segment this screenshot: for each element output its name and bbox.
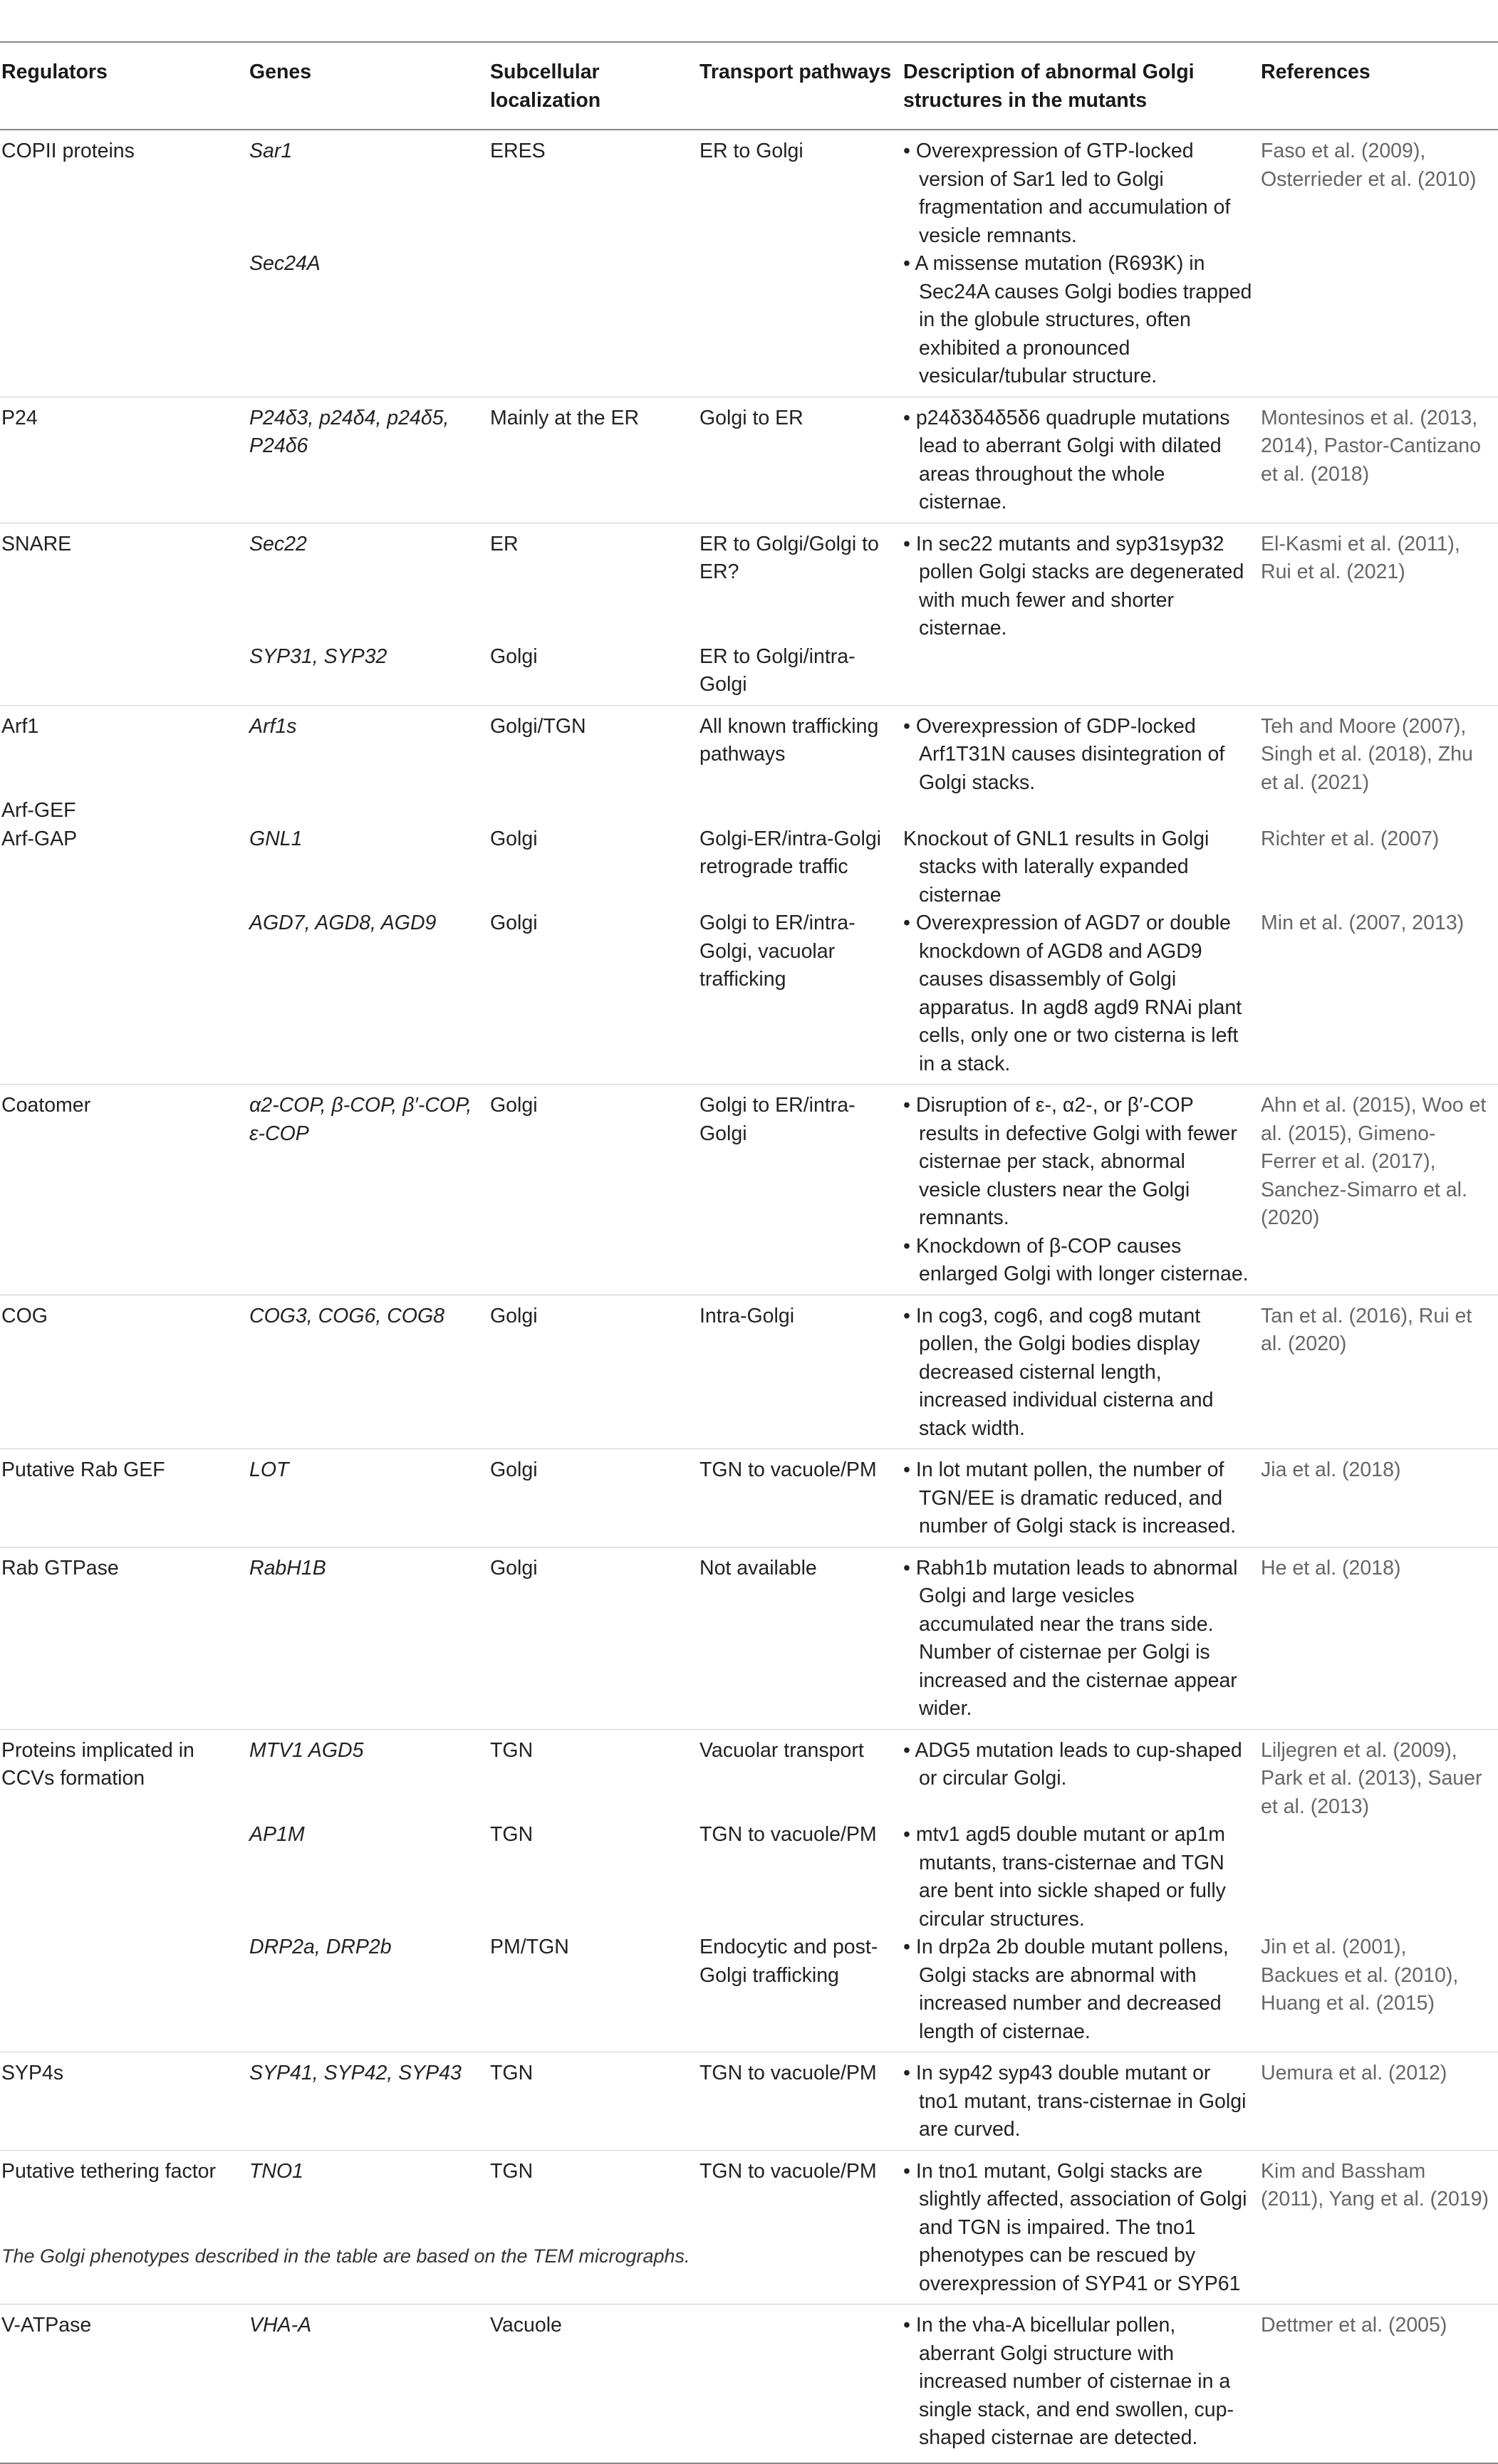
references-cell: Liljegren et al. (2009), Park et al. (2013), Sauer et al. (2013) [1261,1729,1498,1821]
localization-cell: ER [490,523,699,643]
description-cell [903,250,1261,397]
regulator-cell: V-ATPase [0,2304,249,2463]
localization-cell: Golgi [490,827,538,850]
table-row [0,2150,1498,2304]
description-text: • In sec22 mutants and syp31syp32 pollen Golgi stacks are degenerated with much fewer and shorter cisternae. [903,532,1244,640]
regulator-cell: SYP4s [0,2052,249,2151]
header-regulators: Regulators [0,42,249,130]
description-cell [903,1085,1261,1233]
description-cell [903,1933,1261,2052]
pathway-cell: TGN to vacuole/PM [699,2150,903,2304]
pathway-cell: ER to Golgi/Golgi to ER? [699,523,903,643]
references-cell: Montesinos et al. (2013, 2014), Pastor-Cantizano et al. (2018) [1261,397,1498,523]
description-cell [903,130,1261,250]
regulator-cell: COPII proteins [1,140,135,162]
pathway-cell: TGN to vacuole/PM [699,2052,903,2151]
description-text: • In tno1 mutant, Golgi stacks are slightly affected, association of Golgi and TGN is impaired. The tno1 phenotypes can be rescued by overexpression of SYP41 or SYP61 [903,2159,1247,2295]
table-row [0,130,1498,250]
header-genes: Genes [249,42,490,130]
localization-cell: TGN [490,1729,699,1821]
localization-cell: Golgi [490,1085,699,1233]
description-text: • In the vha-A bicellular pollen, aberrant Golgi structure with increased number of cisternae in a single stack, and end swollen, cup-shaped cisternae are detected. [903,2314,1234,2449]
genes-cell: AGD7, AGD8, AGD9 [249,912,437,934]
genes-cell: DRP2a, DRP2b [249,1936,392,1958]
localization-cell: Mainly at the ER [490,397,699,523]
description-cell [903,1729,1261,1821]
pathway-cell: ER to Golgi [699,140,803,162]
pathway-cell: Golgi-ER/intra-Golgi retrograde traffic [699,827,881,878]
localization-cell: Golgi/TGN [490,705,699,797]
table-row [0,1821,1498,1933]
regulator-cell: COG [0,1295,249,1449]
description-cell [903,397,1261,523]
references-cell: El-Kasmi et al. (2011), Rui et al. (2021) [1261,523,1498,643]
genes-cell: Sar1 [249,140,293,162]
pathway-cell [699,250,903,397]
localization-cell: Golgi [490,1449,699,1547]
genes-cell: MTV1 AGD5 [249,1729,490,1821]
regulator-cell: Arf-GEF [1,799,76,822]
table-row [0,1233,1498,1295]
references-cell: Dettmer et al. (2005) [1261,2304,1498,2463]
genes-cell: GNL1 [249,827,303,850]
description-cell [903,797,1261,825]
localization-cell [490,1233,699,1295]
description-cell [903,825,1261,910]
genes-cell: COG3, COG6, COG8 [249,1295,490,1449]
regulator-cell: SNARE [0,523,249,643]
description-text: • p24δ3δ4δ5δ6 quadruple mutations lead to aberrant Golgi with dilated areas throughout the whole cisternae. [903,406,1230,513]
regulator-cell [0,1821,249,1933]
pathway-cell: Intra-Golgi [699,1295,903,1449]
pathway-cell: Not available [699,1547,903,1729]
description-cell [903,2150,1261,2304]
references-cell [1261,1821,1498,1933]
genes-cell: Sec24A [249,252,321,275]
genes-cell: α2-COP, β-COP, β′-COP, ε-COP [249,1085,490,1233]
pathway-cell: TGN to vacuole/PM [699,1823,877,1846]
header-localization: Subcellular localization [490,42,699,130]
table-row [0,825,1498,910]
description-text: Knockout of GNL1 results in Golgi stacks with laterally expanded cisternae [903,827,1210,907]
table-header-row [0,42,1498,130]
regulator-cell: Proteins implicated in CCVs formation [0,1729,249,1821]
description-cell [903,643,1261,706]
regulator-cell: Coatomer [0,1085,249,1233]
genes-cell: P24δ3, p24δ4, p24δ5, P24δ6 [249,397,490,523]
pathway-cell [699,2304,903,2463]
genes-cell: RabH1B [249,1547,490,1729]
description-cell [903,2304,1261,2463]
description-text: • A missense mutation (R693K) in Sec24A causes Golgi bodies trapped in the globule structures, often exhibited a pronounced vesicular/tubular structure. [903,252,1252,387]
localization-cell: Golgi [490,912,538,934]
references-cell: Tan et al. (2016), Rui et al. (2020) [1261,1295,1498,1449]
table-row [0,1547,1498,1729]
references-cell: Kim and Bassham (2011), Yang et al. (2019) [1261,2150,1498,2304]
table-row [0,705,1498,797]
pathway-cell: Golgi to ER/intra-Golgi, vacuolar trafficking [699,912,855,991]
pathway-cell: Golgi to ER/intra-Golgi [699,1085,903,1233]
localization-cell: Golgi [490,1295,699,1449]
description-cell [903,1233,1261,1295]
description-text: • Overexpression of GDP-locked Arf1T31N causes disintegration of Golgi stacks. [903,714,1225,794]
regulator-cell [0,250,249,397]
description-cell [903,1449,1261,1547]
table-row [0,2052,1498,2151]
table-row [0,397,1498,523]
pathway-cell [699,1233,903,1295]
table-row [0,1295,1498,1449]
regulator-cell: Rab GTPase [0,1547,249,1729]
description-text: • Overexpression of AGD7 or double knockdown of AGD8 and AGD9 causes disassembly of Golgi apparatus. In agd8 agd9 RNAi plant cells, only one or two cisterna is left in a stack. [903,912,1242,1075]
genes-cell [249,1233,490,1295]
references-cell: Min et al. (2007, 2013) [1261,912,1465,934]
localization-cell [490,797,699,825]
pathway-cell: ER to Golgi/intra-Golgi [699,644,855,696]
references-cell: Jin et al. (2001), Backues et al. (2010), Huang et al. (2015) [1261,1936,1459,2015]
table-row [0,523,1498,643]
description-text: • In drp2a 2b double mutant pollens, Golgi stacks are abnormal with increased number and decreased length of cisternae. [903,1936,1229,2043]
genes-cell: TNO1 [249,2150,490,2304]
regulator-cell [0,1933,249,2052]
description-cell [903,705,1261,797]
description-text: • In syp42 syp43 double mutant or tno1 mutant, trans-cisternae in Golgi are curved. [903,2062,1247,2141]
references-cell [1261,1233,1498,1295]
description-cell [903,909,1261,1085]
references-cell: Richter et al. (2007) [1261,827,1440,850]
genes-cell [249,797,490,825]
genes-cell: SYP41, SYP42, SYP43 [249,2052,490,2151]
pathway-cell: All known trafficking pathways [699,705,903,797]
genes-cell: SYP31, SYP32 [249,644,387,668]
regulator-cell [0,1233,249,1295]
references-cell [1261,643,1498,706]
table-row [0,2304,1498,2463]
localization-cell: PM/TGN [490,1936,569,1958]
table-row [0,1729,1498,1821]
table-footnote: The Golgi phenotypes described in the table are based on the TEM micrographs. [1,2245,690,2267]
regulator-cell: Putative tethering factor [0,2150,249,2304]
description-text: • Knockdown of β-COP causes enlarged Golgi with longer cisternae. [903,1234,1249,1285]
header-references: References [1261,42,1498,130]
references-cell: Jia et al. (2018) [1261,1449,1498,1547]
localization-cell: Golgi [490,1547,699,1729]
localization-cell [490,250,699,397]
genes-cell: Sec22 [249,523,490,643]
golgi-regulators-table [0,41,1498,2464]
description-cell [903,523,1261,643]
description-text: • Disruption of ε-, α2-, or β′-COP results in defective Golgi with fewer cisternae per stack, abnormal vesicle clusters near the Golgi remnants. [903,1094,1237,1229]
references-cell [1261,250,1498,397]
table-row [0,1449,1498,1547]
regulator-cell: P24 [0,397,249,523]
description-text: • In lot mutant pollen, the number of TGN/EE is dramatic reduced, and number of Golgi stack is increased. [903,1458,1237,1538]
regulator-cell: Arf1 [0,705,249,797]
regulator-cell: Putative Rab GEF [0,1449,249,1547]
pathway-cell: TGN to vacuole/PM [699,1449,903,1547]
pathway-cell: Golgi to ER [699,397,903,523]
table-row [0,250,1498,397]
references-cell [1261,797,1498,825]
description-text: • In cog3, cog6, and cog8 mutant pollen, the Golgi bodies display decreased cisternal length, increased individual cisterna and stack width. [903,1304,1214,1440]
genes-cell: VHA-A [249,2304,490,2463]
references-cell: Ahn et al. (2015), Woo et al. (2015), Gimeno-Ferrer et al. (2017), Sanchez-Simarro et al. (2020) [1261,1085,1498,1233]
genes-cell: LOT [249,1449,490,1547]
localization-cell: TGN [490,1823,534,1846]
table-row [0,797,1498,825]
references-cell: Teh and Moore (2007), Singh et al. (2018), Zhu et al. (2021) [1261,705,1498,797]
localization-cell: Golgi [490,644,538,668]
table-row [0,1085,1498,1233]
localization-cell: ERES [490,140,546,162]
table-row [0,643,1498,706]
regulator-cell [0,643,249,706]
pathway-cell [699,797,903,825]
table-row [0,909,1498,1085]
genes-cell: AP1M [249,1823,305,1846]
description-cell [903,1821,1261,1933]
references-cell: Faso et al. (2009), Osterrieder et al. (2010) [1261,140,1477,191]
regulator-cell [0,909,249,1085]
localization-cell: Vacuole [490,2304,699,2463]
description-text: • mtv1 agd5 double mutant or ap1m mutants, trans-cisternae and TGN are bent into sickle shaped or fully circular structures. [903,1823,1226,1931]
regulator-cell: Arf-GAP [1,827,78,850]
pathway-cell: Vacuolar transport [699,1729,903,1821]
header-description: Description of abnormal Golgi structures in the mutants [903,42,1261,130]
localization-cell: TGN [490,2150,699,2304]
genes-cell: Arf1s [249,705,490,797]
header-pathways: Transport pathways [699,42,903,130]
description-cell [903,2052,1261,2151]
description-text: • Overexpression of GTP-locked version of Sar1 led to Golgi fragmentation and accumulation of vesicle remnants. [903,140,1231,247]
pathway-cell: Endocytic and post-Golgi trafficking [699,1936,878,1987]
references-cell: Uemura et al. (2012) [1261,2052,1498,2151]
table-row [0,1933,1498,2052]
references-cell: He et al. (2018) [1261,1547,1498,1729]
description-cell [903,1547,1261,1729]
description-cell [903,1295,1261,1449]
description-text: • ADG5 mutation leads to cup-shaped or circular Golgi. [903,1738,1242,1790]
localization-cell: TGN [490,2052,699,2151]
description-text: • Rabh1b mutation leads to abnormal Golgi and large vesicles accumulated near the trans side. Number of cisternae per Golgi is increased and the cisternae appear wider. [903,1556,1238,1720]
